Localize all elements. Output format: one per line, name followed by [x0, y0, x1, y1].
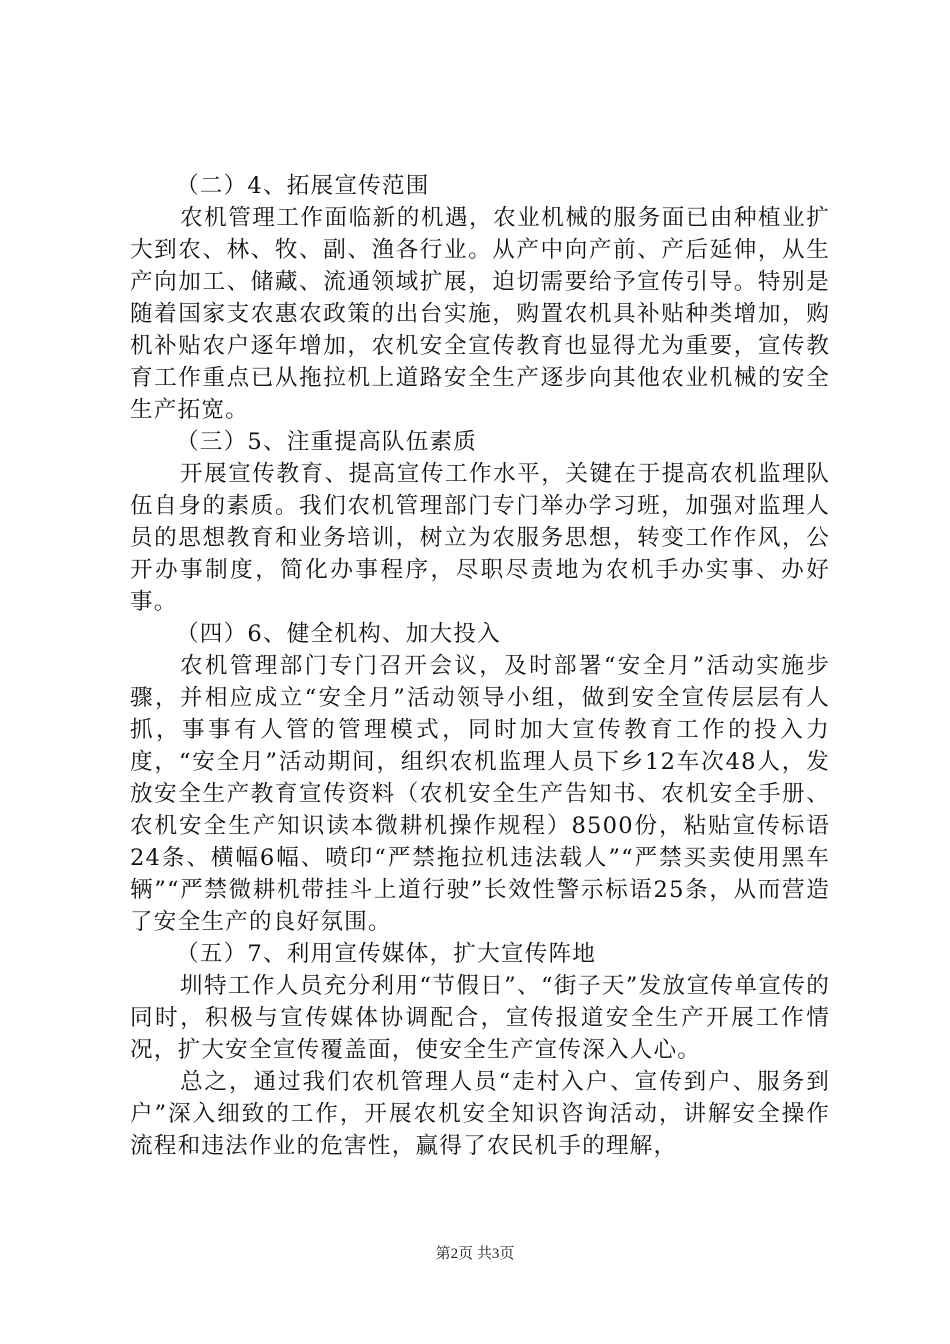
page-number-footer: 第2页 共3页 — [435, 1246, 515, 1262]
section-paragraph-2: 农机管理工作面临新的机遇，农业机械的服务面已由种植业扩大到农、林、牧、副、渔各行业。从产中向产前、产后延伸，从生产向加工、储藏、流通领域扩展，迫切需要给予宣传引导。特别是随着国家支农惠农政策的出台实施，购置农机具补贴种类增加，购机补贴农户逐年增加，农机安全宣传教育也显得尤为重要，宣传教育工作重点已从拖拉机上道路安全生产逐步向其他农业机械的安全生产拓宽。 — [130, 205, 830, 423]
section-paragraph-3: 开展宣传教育、提高宣传工作水平，关键在于提高农机监理队伍自身的素质。我们农机管理部门专门举办学习班，加强对监理人员的思想教育和业务培训，树立为农服务思想，转变工作作风，公开办事制度，简化办事程序，尽职尽责地为农机手办实事、办好事。 — [130, 461, 830, 615]
section-heading-2: （二）4、拓展宣传范围 — [176, 173, 430, 199]
section-paragraph-4: 农机管理部门专门召开会议，及时部署“安全月”活动实施步骤，并相应成立“安全月”活动领导小组，做到安全宣传层层有人抓，事事有人管的管理模式，同时加大宣传教育工作的投入力度，“安全月”活动期间，组织农机监理人员下乡12车次48人，发放安全生产教育宣传资料（农机安全生产告知书、农机安全手册、农机安全生产知识读本微耕机操作规程）8500份，粘贴宣传标语24条、横幅6幅、喷印“严禁拖拉机违法载人”“严禁买卖使用黑车辆”“严禁微耕机带挂斗上道行驶”长效性警示标语25条，从而营造了安全生产的良好氛围。 — [130, 653, 830, 935]
section-paragraph-5: 圳特工作人员充分利用“节假日”、“街子天”发放宣传单宣传的同时，积极与宣传媒体协调配合，宣传报道安全生产开展工作情况，扩大安全宣传覆盖面，使安全生产宣传深入人心。 — [130, 973, 830, 1063]
section-heading-3: （三）5、注重提高队伍素质 — [176, 429, 478, 455]
section-heading-5: （五）7、利用宣传媒体，扩大宣传阵地 — [176, 941, 597, 967]
document-body — [130, 170, 830, 1162]
conclusion-paragraph: 总之，通过我们农机管理人员“走村入户、宣传到户、服务到户”深入细致的工作，开展农机安全知识咨询活动，讲解安全操作流程和违法作业的危害性，赢得了农民机手的理解， — [130, 1069, 830, 1159]
section-heading-4: （四）6、健全机构、加大投入 — [176, 621, 501, 647]
